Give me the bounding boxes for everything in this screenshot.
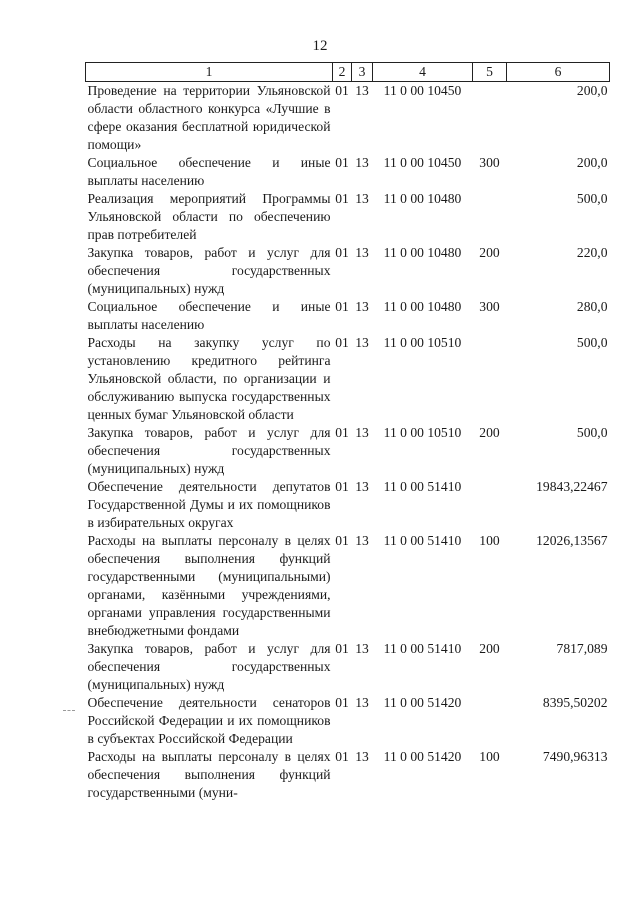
row-section: 01 bbox=[335, 641, 349, 656]
column-header-2: 2 bbox=[333, 63, 352, 82]
row-target-code: 11 0 00 51410 bbox=[383, 533, 462, 548]
column-header-4: 4 bbox=[373, 63, 473, 82]
row-subsection: 13 bbox=[355, 533, 369, 548]
row-name: Обеспечение деятельности депутатов Государственной Думы и их помощников в избирательных округах bbox=[87, 479, 331, 530]
row-subsection: 13 bbox=[355, 155, 369, 170]
row-target-code: 11 0 00 10450 bbox=[383, 83, 462, 98]
row-amount: 200,0 bbox=[576, 83, 608, 98]
row-amount: 12026,13567 bbox=[536, 533, 608, 548]
column-header-3: 3 bbox=[352, 63, 373, 82]
row-target-code: 11 0 00 10510 bbox=[383, 335, 462, 350]
row-expense-type: 200 bbox=[479, 245, 500, 260]
row-section: 01 bbox=[335, 425, 349, 440]
row-section: 01 bbox=[335, 479, 349, 494]
row-section: 01 bbox=[335, 245, 349, 260]
row-name: Закупка товаров, работ и услуг для обеспечения государственных (муниципальных) нужд bbox=[87, 425, 331, 476]
budget-table bbox=[85, 62, 610, 802]
table-row bbox=[86, 424, 610, 478]
table-row bbox=[86, 190, 610, 244]
row-section: 01 bbox=[335, 749, 349, 764]
table-row bbox=[86, 532, 610, 640]
row-target-code: 11 0 00 51420 bbox=[383, 749, 462, 764]
row-amount: 220,0 bbox=[576, 245, 608, 260]
column-header-6: 6 bbox=[507, 63, 610, 82]
row-name: Проведение на территории Ульяновской области областного конкурса «Лучшие в сфере оказания бесплатной юридической помощи» bbox=[87, 83, 331, 152]
row-target-code: 11 0 00 10450 bbox=[383, 155, 462, 170]
table-row bbox=[86, 334, 610, 424]
row-amount: 8395,50202 bbox=[542, 695, 608, 710]
row-section: 01 bbox=[335, 83, 349, 98]
row-expense-type bbox=[473, 190, 507, 244]
table-row bbox=[86, 244, 610, 298]
table-row bbox=[86, 694, 610, 748]
row-target-code: 11 0 00 10480 bbox=[383, 299, 462, 314]
row-expense-type: 300 bbox=[479, 155, 500, 170]
row-subsection: 13 bbox=[355, 749, 369, 764]
table-row bbox=[86, 82, 610, 155]
margin-mark bbox=[63, 710, 75, 712]
row-subsection: 13 bbox=[355, 299, 369, 314]
row-subsection: 13 bbox=[355, 191, 369, 206]
page-number: 12 bbox=[312, 38, 328, 54]
column-header-5: 5 bbox=[473, 63, 507, 82]
row-name: Расходы на закупку услуг по установлению кредитного рейтинга Ульяновской области, по организации и обслуживанию выпуска государственных ценных бумаг Ульяновской области bbox=[87, 335, 331, 422]
table-body bbox=[86, 82, 610, 803]
row-section: 01 bbox=[335, 335, 349, 350]
row-expense-type: 100 bbox=[479, 533, 500, 548]
row-expense-type: 200 bbox=[479, 425, 500, 440]
row-expense-type bbox=[473, 334, 507, 424]
row-expense-type: 200 bbox=[479, 641, 500, 656]
row-section: 01 bbox=[335, 191, 349, 206]
table-row bbox=[86, 154, 610, 190]
row-target-code: 11 0 00 51420 bbox=[383, 695, 462, 710]
row-name: Социальное обеспечение и иные выплаты населению bbox=[87, 155, 331, 188]
row-amount: 19843,22467 bbox=[536, 479, 608, 494]
table-row bbox=[86, 298, 610, 334]
row-target-code: 11 0 00 10510 bbox=[383, 425, 462, 440]
row-amount: 500,0 bbox=[576, 335, 608, 350]
table-row bbox=[86, 640, 610, 694]
row-subsection: 13 bbox=[355, 335, 369, 350]
row-target-code: 11 0 00 51410 bbox=[383, 641, 462, 656]
row-amount: 500,0 bbox=[576, 425, 608, 440]
row-expense-type: 300 bbox=[479, 299, 500, 314]
row-name: Закупка товаров, работ и услуг для обеспечения государственных (муниципальных) нужд bbox=[87, 245, 331, 296]
row-subsection: 13 bbox=[355, 245, 369, 260]
row-expense-type bbox=[473, 478, 507, 532]
row-amount: 500,0 bbox=[576, 191, 608, 206]
row-section: 01 bbox=[335, 533, 349, 548]
row-expense-type bbox=[473, 694, 507, 748]
row-amount: 7817,089 bbox=[556, 641, 608, 656]
row-section: 01 bbox=[335, 695, 349, 710]
row-target-code: 11 0 00 10480 bbox=[383, 245, 462, 260]
row-subsection: 13 bbox=[355, 479, 369, 494]
row-subsection: 13 bbox=[355, 695, 369, 710]
row-name: Реализация мероприятий Программы Ульяновской области по обеспечению прав потребителей bbox=[87, 191, 331, 242]
row-amount: 7490,96313 bbox=[542, 749, 608, 764]
row-section: 01 bbox=[335, 299, 349, 314]
row-target-code: 11 0 00 51410 bbox=[383, 479, 462, 494]
row-subsection: 13 bbox=[355, 425, 369, 440]
row-amount: 200,0 bbox=[576, 155, 608, 170]
row-name: Социальное обеспечение и иные выплаты населению bbox=[87, 299, 331, 332]
row-name: Расходы на выплаты персоналу в целях обеспечения выполнения функций государственными (муниципальными) органами, казёнными учреждениями, органами управления государственными внебюджетными фондами bbox=[87, 533, 331, 638]
row-subsection: 13 bbox=[355, 83, 369, 98]
row-target-code: 11 0 00 10480 bbox=[383, 191, 462, 206]
row-amount: 280,0 bbox=[576, 299, 608, 314]
row-expense-type bbox=[473, 82, 507, 155]
row-name: Расходы на выплаты персоналу в целях обеспечения выполнения функций государственными (муни- bbox=[87, 749, 331, 800]
row-subsection: 13 bbox=[355, 641, 369, 656]
row-name: Закупка товаров, работ и услуг для обеспечения государственных (муниципальных) нужд bbox=[87, 641, 331, 692]
header-row bbox=[86, 63, 610, 82]
row-section: 01 bbox=[335, 155, 349, 170]
row-expense-type: 100 bbox=[479, 749, 500, 764]
row-name: Обеспечение деятельности сенаторов Российской Федерации и их помощников в субъектах Российской Федерации bbox=[87, 695, 331, 746]
table-row bbox=[86, 748, 610, 802]
table-row bbox=[86, 478, 610, 532]
column-header-1: 1 bbox=[86, 63, 333, 82]
